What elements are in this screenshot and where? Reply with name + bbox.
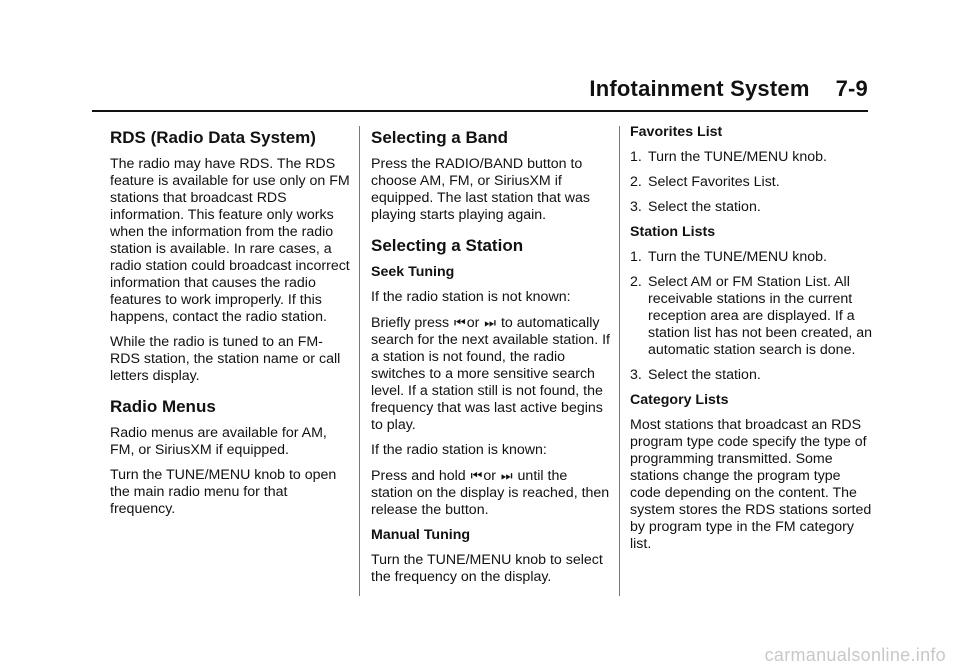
column-divider-2 [619,126,620,596]
paragraph-band: Press the RADIO/BAND button to choose AM, FM, or SiriusXM if equipped. The last station that was playing starts playing again. [371,156,590,223]
heading-favorites-list: Favorites List [630,124,723,140]
seek-back-icon: ⏮ [454,315,466,330]
column-divider-1 [359,126,360,596]
page-header [589,76,868,102]
paragraph-unknown: If the radio station is not known: [371,289,571,305]
hold-text-a: Press and hold [371,468,466,484]
list-item: 3. Select the station. [630,199,761,215]
heading-manual-tuning: Manual Tuning [371,527,471,543]
paragraph-rds-2: While the radio is tuned to an FM-RDS station, the station name or call letters display. [110,334,341,384]
seek-forward-icon: ⏭ [484,315,496,330]
paragraph-category: Most stations that broadcast an RDS program type code specify the type of programming transmitted. Some stations change the program type code depending on the content. The system stores the RDS stations sorted by program type in the FM category list. [630,417,872,552]
heading-station-lists: Station Lists [630,224,716,240]
page-number: 7-9 [835,76,868,101]
list-item: 1. Turn the TUNE/MENU knob. [630,249,827,265]
heading-category-lists: Category Lists [630,392,729,408]
paragraph-hold [371,467,611,519]
paragraph-rds-1: The radio may have RDS. The RDS feature is available for use only on FM stations that broadcast RDS information. This feature only works when the information from the radio station is available. In rare cases, a radio station could broadcast incorrect information that causes the radio features to work improperly. If this happens, contact the radio station. [110,156,350,325]
seek-back-icon: ⏮ [470,468,483,483]
heading-seek-tuning: Seek Tuning [371,264,455,280]
list-item: 1. Turn the TUNE/MENU knob. [630,149,827,165]
seek-text-a: Briefly press [371,315,450,331]
paragraph-menus-1: Radio menus are available for AM, FM, or SiriusXM if equipped. [110,425,327,458]
column-3 [630,124,875,561]
paragraph-menus-2: Turn the TUNE/MENU knob to open the main radio menu for that frequency. [110,467,337,517]
paragraph-seek [371,314,611,434]
list-item: 2. Select Favorites List. [630,174,780,190]
paragraph-manual: Turn the TUNE/MENU knob to select the frequency on the display. [371,552,603,585]
heading-selecting-band: Selecting a Band [371,128,508,147]
watermark: carmanualsonline.info [764,645,946,665]
heading-radio-menus: Radio Menus [110,397,216,416]
header-rule [92,110,868,112]
heading-selecting-station: Selecting a Station [371,236,524,255]
list-item: 3. Select the station. [630,367,761,383]
seek-text-b: to automatically search for the next available station. If a station is not found, the radio switches to a more sensitive search level. If a station still is not found, the frequency that was last active begins to play. [371,315,610,433]
list-item: 2. Select AM or FM Station List. All receivable stations in the current reception area are displayed. If a station list has not been created, an automatic station search is done. [630,274,872,358]
seek-forward-icon: ⏭ [500,468,513,483]
hold-text-b: until the station on the display is reached, then release the button. [371,468,610,518]
column-1 [110,124,350,526]
paragraph-known: If the radio station is known: [371,442,547,458]
section-title: Infotainment System [589,76,810,101]
hold-or: or [483,468,496,484]
heading-rds: RDS (Radio Data System) [110,128,316,147]
column-2 [371,124,611,594]
seek-or: or [466,315,480,331]
